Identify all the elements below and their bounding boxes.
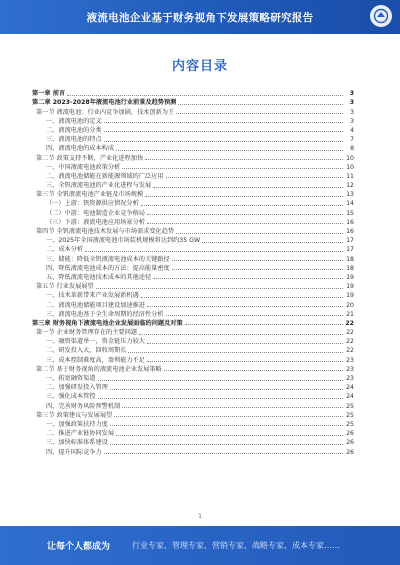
toc-entry-page: 19 bbox=[346, 283, 354, 291]
toc-entry-page: 3 bbox=[350, 108, 354, 116]
toc-entry-page: 16 bbox=[346, 228, 354, 235]
toc-entry[interactable] bbox=[32, 373, 354, 382]
toc-leader-dots bbox=[166, 315, 343, 316]
toc-entry-title: 第一章 前言 bbox=[32, 90, 66, 98]
toc-leader-dots bbox=[104, 122, 343, 123]
toc-entry-title: 三、强化成本管控 bbox=[46, 393, 96, 401]
toc-entry[interactable] bbox=[32, 290, 354, 299]
toc-entry-page: 3 bbox=[349, 90, 354, 98]
toc-entry-title: 二、推进产业链协同发展 bbox=[46, 430, 115, 438]
toc-leader-dots bbox=[104, 131, 343, 132]
toc-entry[interactable] bbox=[32, 88, 354, 97]
toc-leader-dots bbox=[110, 389, 343, 390]
toc-leader-dots bbox=[116, 435, 343, 436]
toc-entry[interactable] bbox=[32, 198, 354, 207]
toc-entry-title: 二、研发投入大，回收周期长 bbox=[46, 347, 127, 355]
toc-entry-title: 第五节 行业发展展望 bbox=[36, 283, 94, 291]
toc-entry-page: 17 bbox=[346, 246, 354, 254]
toc-entry[interactable] bbox=[32, 171, 354, 180]
toc-entry[interactable] bbox=[32, 97, 354, 106]
toc-entry-title: 一、技术革新带来产业发展新机遇 bbox=[46, 292, 139, 300]
toc-entry[interactable] bbox=[32, 116, 354, 125]
toc-entry[interactable] bbox=[32, 382, 354, 391]
toc-entry-title: 第二节 基于财务视角的液流电池企业发展策略 bbox=[36, 365, 162, 373]
toc-entry-page: 14 bbox=[346, 200, 354, 208]
toc-entry-page: 26 bbox=[346, 439, 354, 447]
toc-leader-dots bbox=[178, 104, 343, 105]
toc-entry-page: 19 bbox=[346, 273, 354, 281]
toc-entry-title: 四、液流电池的成本构成 bbox=[46, 145, 115, 153]
toc-entry[interactable] bbox=[32, 446, 354, 455]
toc-leader-dots bbox=[85, 251, 343, 252]
toc-entry-page: 7 bbox=[350, 136, 354, 144]
toc-entry-page: 22 bbox=[346, 347, 354, 355]
toc-entry[interactable] bbox=[32, 318, 354, 327]
toc-entry-page: 12 bbox=[346, 182, 354, 190]
toc-heading: 内容目录 bbox=[171, 59, 228, 74]
toc-leader-dots bbox=[172, 269, 343, 270]
toc-entry[interactable] bbox=[32, 207, 354, 216]
toc-leader-dots bbox=[139, 334, 343, 335]
toc-entry-page: 10 bbox=[346, 163, 354, 171]
toc-leader-dots bbox=[110, 444, 343, 445]
toc-entry-page: 22 bbox=[345, 319, 354, 327]
toc-entry-title: 第一节 企业财务管理存在的主要问题 bbox=[36, 329, 137, 337]
toc-leader-dots bbox=[147, 223, 343, 224]
toc-leader-dots bbox=[98, 398, 344, 399]
footer-tagline: 行业专家、管理专家、营销专家、战略专家、成本专家…… bbox=[132, 541, 341, 550]
toc-entry[interactable] bbox=[32, 419, 354, 428]
toc-entry[interactable] bbox=[32, 152, 354, 161]
toc-leader-dots bbox=[116, 150, 343, 151]
toc-leader-dots bbox=[114, 416, 343, 417]
toc-entry[interactable] bbox=[32, 143, 354, 152]
toc-entry-title: 一、拓宽融资渠道 bbox=[46, 375, 96, 382]
toc-leader-dots bbox=[96, 288, 343, 289]
toc-entry[interactable] bbox=[32, 134, 354, 143]
toc-entry-title: 第三章 财务视角下液流电池企业发展面临的问题及对策 bbox=[32, 319, 183, 327]
toc-entry-page: 23 bbox=[346, 365, 354, 373]
toc-entry[interactable] bbox=[32, 235, 354, 244]
toc-entry-title: 二、加强研发投入管理 bbox=[46, 384, 108, 392]
toc-entry-page: 22 bbox=[346, 329, 354, 337]
toc-entry-page: 25 bbox=[346, 420, 354, 428]
toc-entry[interactable] bbox=[32, 281, 354, 290]
toc-entry-title: 四、完善财务风险预警机制 bbox=[46, 402, 121, 410]
toc-entry-page: 17 bbox=[346, 237, 354, 245]
toc-leader-dots bbox=[166, 177, 343, 178]
toc-entry-title: 第一节 液流电池：行业内竞争加剧，技术创新为王 bbox=[36, 108, 175, 116]
toc-entry[interactable] bbox=[32, 162, 354, 171]
toc-entry[interactable] bbox=[32, 428, 354, 437]
toc-leader-dots bbox=[145, 159, 343, 160]
toc-entry[interactable] bbox=[32, 217, 354, 226]
report-title: 液流电池企业基于财务视角下发展策略研究报告 bbox=[86, 11, 314, 24]
toc-leader-dots bbox=[176, 113, 343, 114]
toc-leader-dots bbox=[98, 380, 344, 381]
toc-entry[interactable] bbox=[32, 125, 354, 134]
toc-leader-dots bbox=[110, 425, 343, 426]
toc-entry-title: 第二章 2023-2028年液流电池行业前景及趋势预测 bbox=[32, 99, 177, 107]
toc-leader-dots bbox=[128, 352, 343, 353]
toc-entry-page: 23 bbox=[346, 375, 354, 382]
toc-entry[interactable] bbox=[32, 189, 354, 198]
toc-entry-page: 18 bbox=[346, 264, 354, 272]
toc-leader-dots bbox=[176, 233, 343, 234]
toc-entry-page: 22 bbox=[346, 338, 354, 346]
toc-leader-dots bbox=[147, 306, 343, 307]
toc-entry-title: 三、液流电池的特点 bbox=[46, 136, 102, 144]
toc-entry[interactable] bbox=[32, 327, 354, 336]
toc-entry-title: （二）中游：电池制造企业竞争格局 bbox=[46, 209, 145, 217]
toc-leader-dots bbox=[141, 297, 343, 298]
toc-leader-dots bbox=[153, 278, 343, 279]
toc-leader-dots bbox=[141, 205, 343, 206]
toc-leader-dots bbox=[147, 214, 343, 215]
toc-entry-title: 二、液流电池的分类 bbox=[46, 126, 102, 134]
toc-entry-page: 3 bbox=[350, 117, 354, 125]
toc-entry-title: 一、中国液流电池政策分析 bbox=[46, 163, 121, 171]
toc-leader-dots bbox=[122, 407, 343, 408]
toc-entry[interactable] bbox=[32, 410, 354, 419]
toc-entry-title: 一、2025年全国液流电池市场装机规模将达到约35 GW bbox=[46, 237, 201, 245]
toc-entry-page: 10 bbox=[346, 154, 354, 162]
toc-leader-dots bbox=[67, 95, 343, 96]
toc-entry-page: 18 bbox=[346, 255, 354, 263]
toc-entry-page: 20 bbox=[346, 301, 354, 309]
toc-leader-dots bbox=[147, 361, 343, 362]
page-number: 1 bbox=[198, 513, 202, 520]
table-of-contents bbox=[32, 88, 354, 456]
toc-entry-title: 四、提升国际竞争力 bbox=[46, 448, 102, 456]
page-header bbox=[0, 0, 400, 34]
toc-entry-page: 23 bbox=[346, 356, 354, 364]
toc-leader-dots bbox=[104, 141, 343, 142]
toc-entry-title: 一、融资渠道单一，资金链压力较大 bbox=[46, 338, 145, 346]
toc-entry-title: 一、加强政策扶持力度 bbox=[46, 420, 108, 428]
toc-entry-page: 25 bbox=[346, 411, 354, 419]
toc-entry-page: 26 bbox=[346, 448, 354, 456]
toc-entry-page: 24 bbox=[346, 384, 354, 392]
toc-leader-dots bbox=[172, 260, 343, 261]
toc-entry[interactable] bbox=[32, 244, 354, 253]
toc-entry[interactable] bbox=[32, 364, 354, 373]
toc-leader-dots bbox=[147, 343, 343, 344]
toc-entry-title: 三、成本控制难度高，盈利能力不足 bbox=[46, 356, 145, 364]
toc-entry[interactable] bbox=[32, 336, 354, 345]
circle-logo-icon bbox=[370, 5, 392, 27]
toc-entry-title: 第二节 政策支持不断，产业化进程加快 bbox=[36, 154, 144, 162]
toc-entry[interactable] bbox=[32, 437, 354, 446]
toc-entry-page: 21 bbox=[346, 310, 354, 318]
toc-entry-title: 第四节 全钒液流电池技术发展与市场需求变化趋势 bbox=[36, 228, 175, 235]
toc-entry[interactable] bbox=[32, 106, 354, 115]
toc-entry[interactable] bbox=[32, 180, 354, 189]
toc-entry-title: （一）上游：钒资源供应情况分析 bbox=[46, 200, 139, 208]
toc-entry-page: 15 bbox=[346, 209, 354, 217]
toc-entry[interactable] bbox=[32, 299, 354, 308]
toc-entry[interactable] bbox=[32, 253, 354, 262]
toc-entry[interactable] bbox=[32, 272, 354, 281]
toc-entry-title: 二、液流电池储能项目建设加速推进 bbox=[46, 301, 145, 309]
toc-entry-page: 19 bbox=[346, 292, 354, 300]
toc-entry-title: 五、降低液流电池技术成本的其他途径 bbox=[46, 273, 152, 281]
toc-entry-title: 三、储能：降低全钒液流电池成本的关键路径 bbox=[46, 255, 170, 263]
toc-entry-title: 第三节 政策建议与发展展望 bbox=[36, 411, 113, 419]
toc-entry-page: 25 bbox=[346, 402, 354, 410]
toc-entry[interactable] bbox=[32, 309, 354, 318]
toc-entry[interactable] bbox=[32, 345, 354, 354]
toc-leader-dots bbox=[185, 324, 343, 325]
toc-leader-dots bbox=[145, 196, 343, 197]
toc-entry-title: 三、加快标准体系建设 bbox=[46, 439, 108, 447]
toc-entry-title: 三、全钒液流电池的产业化进程与发展 bbox=[46, 182, 152, 190]
toc-entry-title: 第三节 全钒液流电池产业链及市场规模 bbox=[36, 191, 144, 199]
toc-leader-dots bbox=[153, 187, 343, 188]
toc-entry-title: 二、液流电池储能在新能源领域的广泛应用 bbox=[46, 172, 164, 180]
toc-entry-page: 11 bbox=[346, 172, 354, 180]
toc-entry-page: 8 bbox=[350, 145, 354, 153]
toc-leader-dots bbox=[104, 453, 343, 454]
toc-leader-dots bbox=[122, 168, 343, 169]
toc-entry-page: 4 bbox=[350, 126, 354, 134]
toc-entry-title: 三、液流电池基于全生命周期的经济性分析 bbox=[46, 310, 164, 318]
toc-entry-page: 13 bbox=[346, 191, 354, 199]
toc-entry-page: 26 bbox=[346, 430, 354, 438]
toc-entry-title: 二、成本分析 bbox=[46, 246, 84, 254]
toc-entry[interactable] bbox=[32, 263, 354, 272]
toc-entry-page: 24 bbox=[346, 393, 354, 401]
toc-entry-title: 四、降低液流电池成本的方法：提高能量密度 bbox=[46, 264, 170, 272]
toc-leader-dots bbox=[202, 242, 343, 243]
page-footer bbox=[0, 526, 400, 565]
toc-entry[interactable] bbox=[32, 391, 354, 400]
footer-slogan: 让每个人都成为 bbox=[47, 542, 111, 552]
toc-entry-page: 3 bbox=[349, 99, 354, 107]
toc-entry-page: 16 bbox=[346, 218, 354, 226]
toc-entry[interactable] bbox=[32, 400, 354, 409]
toc-entry-title: （三）下游：液流电池应用场景分析 bbox=[46, 218, 145, 226]
toc-entry[interactable] bbox=[32, 226, 354, 235]
toc-entry[interactable] bbox=[32, 354, 354, 363]
toc-leader-dots bbox=[164, 370, 343, 371]
toc-entry-title: 一、液流电池的定义 bbox=[46, 117, 102, 125]
